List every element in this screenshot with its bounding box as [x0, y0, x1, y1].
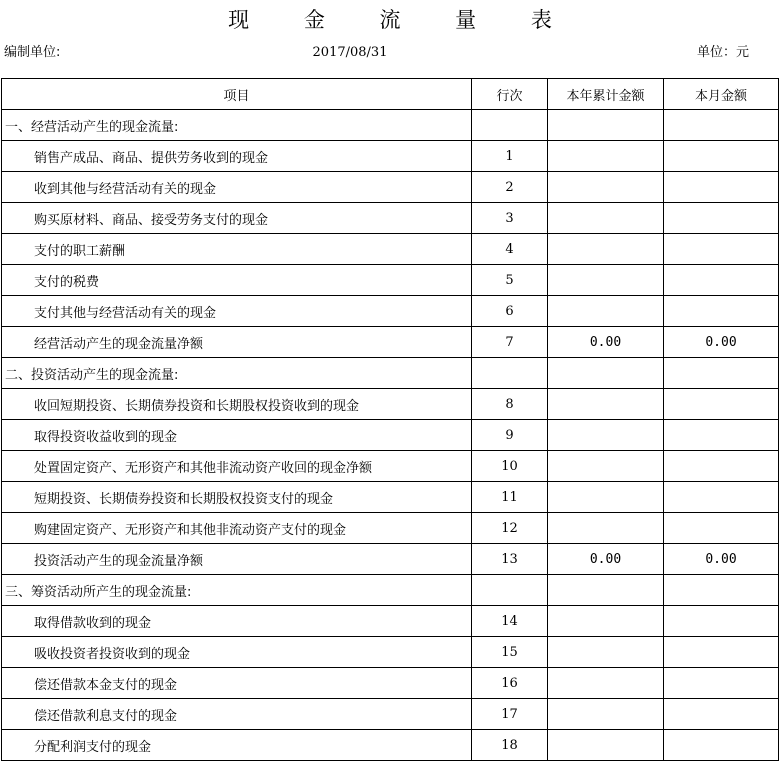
table-row: [2, 203, 779, 234]
item-cell: 支付的职工薪酬: [2, 234, 472, 265]
month-amount-cell: [664, 513, 779, 544]
table-row: [2, 668, 779, 699]
month-amount-cell: [664, 575, 779, 606]
line-no-cell: 16: [472, 668, 548, 699]
table-row: [2, 699, 779, 730]
header-ytd-amount: 本年累计金额: [548, 79, 664, 110]
line-no-cell: 9: [472, 420, 548, 451]
ytd-amount-cell: [548, 296, 664, 327]
line-no-cell: 14: [472, 606, 548, 637]
ytd-amount-cell: [548, 606, 664, 637]
line-no-cell: 11: [472, 482, 548, 513]
item-cell: 偿还借款本金支付的现金: [2, 668, 472, 699]
month-amount-cell: [664, 606, 779, 637]
item-cell: 三、筹资活动所产生的现金流量:: [2, 575, 472, 606]
item-cell: 支付其他与经营活动有关的现金: [2, 296, 472, 327]
item-cell: 吸收投资者投资收到的现金: [2, 637, 472, 668]
month-amount-cell: [664, 699, 779, 730]
section-row: [2, 358, 779, 389]
table-row: [2, 234, 779, 265]
table-row: [2, 637, 779, 668]
report-title: 现 金 流 量 表: [228, 8, 576, 32]
line-no-cell: 7: [472, 327, 548, 358]
ytd-amount-cell: [548, 234, 664, 265]
ytd-amount-cell: [548, 203, 664, 234]
prepared-by-label: 编制单位:: [4, 45, 61, 60]
table-row: [2, 451, 779, 482]
ytd-amount-cell: 0.00: [548, 327, 664, 358]
line-no-cell: 2: [472, 172, 548, 203]
ytd-amount-cell: [548, 172, 664, 203]
line-no-cell: 1: [472, 141, 548, 172]
item-cell: 一、经营活动产生的现金流量:: [2, 110, 472, 141]
table-row: [2, 172, 779, 203]
table-row: [2, 513, 779, 544]
line-no-cell: 5: [472, 265, 548, 296]
item-cell: 支付的税费: [2, 265, 472, 296]
table-row: [2, 730, 779, 761]
item-cell: 收到其他与经营活动有关的现金: [2, 172, 472, 203]
header-item: 项目: [2, 79, 472, 110]
header-month-amount: 本月金额: [664, 79, 779, 110]
month-amount-cell: [664, 420, 779, 451]
table-row: [2, 141, 779, 172]
ytd-amount-cell: 0.00: [548, 544, 664, 575]
line-no-cell: [472, 110, 548, 141]
ytd-amount-cell: [548, 265, 664, 296]
line-no-cell: 12: [472, 513, 548, 544]
ytd-amount-cell: [548, 358, 664, 389]
month-amount-cell: [664, 110, 779, 141]
month-amount-cell: [664, 668, 779, 699]
table-row: [2, 296, 779, 327]
item-cell: 销售产成品、商品、提供劳务收到的现金: [2, 141, 472, 172]
ytd-amount-cell: [548, 699, 664, 730]
item-cell: 购建固定资产、无形资产和其他非流动资产支付的现金: [2, 513, 472, 544]
line-no-cell: [472, 575, 548, 606]
ytd-amount-cell: [548, 451, 664, 482]
header-row: [2, 79, 779, 110]
month-amount-cell: [664, 265, 779, 296]
item-cell: 二、投资活动产生的现金流量:: [2, 358, 472, 389]
table-row: [2, 389, 779, 420]
item-cell: 处置固定资产、无形资产和其他非流动资产收回的现金净额: [2, 451, 472, 482]
item-cell: 分配利润支付的现金: [2, 730, 472, 761]
line-no-cell: 6: [472, 296, 548, 327]
line-no-cell: [472, 358, 548, 389]
month-amount-cell: 0.00: [664, 544, 779, 575]
item-cell: 取得借款收到的现金: [2, 606, 472, 637]
month-amount-cell: [664, 389, 779, 420]
item-cell: 购买原材料、商品、接受劳务支付的现金: [2, 203, 472, 234]
item-cell: 经营活动产生的现金流量净额: [2, 327, 472, 358]
table-row: [2, 606, 779, 637]
ytd-amount-cell: [548, 730, 664, 761]
line-no-cell: 8: [472, 389, 548, 420]
ytd-amount-cell: [548, 668, 664, 699]
ytd-amount-cell: [548, 482, 664, 513]
item-cell: 短期投资、长期债券投资和长期股权投资支付的现金: [2, 482, 472, 513]
line-no-cell: 13: [472, 544, 548, 575]
report-date: 2017/08/31: [312, 45, 388, 60]
ytd-amount-cell: [548, 389, 664, 420]
line-no-cell: 17: [472, 699, 548, 730]
ytd-amount-cell: [548, 513, 664, 544]
month-amount-cell: [664, 296, 779, 327]
month-amount-cell: 0.00: [664, 327, 779, 358]
line-no-cell: 3: [472, 203, 548, 234]
month-amount-cell: [664, 358, 779, 389]
ytd-amount-cell: [548, 110, 664, 141]
table-row: [2, 265, 779, 296]
header-line-no: 行次: [472, 79, 548, 110]
section-row: [2, 575, 779, 606]
item-cell: 偿还借款利息支付的现金: [2, 699, 472, 730]
ytd-amount-cell: [548, 575, 664, 606]
ytd-amount-cell: [548, 637, 664, 668]
item-cell: 取得投资收益收到的现金: [2, 420, 472, 451]
month-amount-cell: [664, 203, 779, 234]
month-amount-cell: [664, 451, 779, 482]
line-no-cell: 10: [472, 451, 548, 482]
month-amount-cell: [664, 482, 779, 513]
item-cell: 投资活动产生的现金流量净额: [2, 544, 472, 575]
cash-flow-table: [1, 78, 779, 761]
table-row: [2, 482, 779, 513]
table-row: [2, 327, 779, 358]
table-row: [2, 544, 779, 575]
ytd-amount-cell: [548, 420, 664, 451]
unit-label: 单位：元: [696, 45, 749, 60]
line-no-cell: 4: [472, 234, 548, 265]
section-row: [2, 110, 779, 141]
month-amount-cell: [664, 141, 779, 172]
month-amount-cell: [664, 234, 779, 265]
table-row: [2, 420, 779, 451]
item-cell: 收回短期投资、长期债券投资和长期股权投资收到的现金: [2, 389, 472, 420]
month-amount-cell: [664, 730, 779, 761]
ytd-amount-cell: [548, 141, 664, 172]
line-no-cell: 18: [472, 730, 548, 761]
month-amount-cell: [664, 637, 779, 668]
line-no-cell: 15: [472, 637, 548, 668]
month-amount-cell: [664, 172, 779, 203]
